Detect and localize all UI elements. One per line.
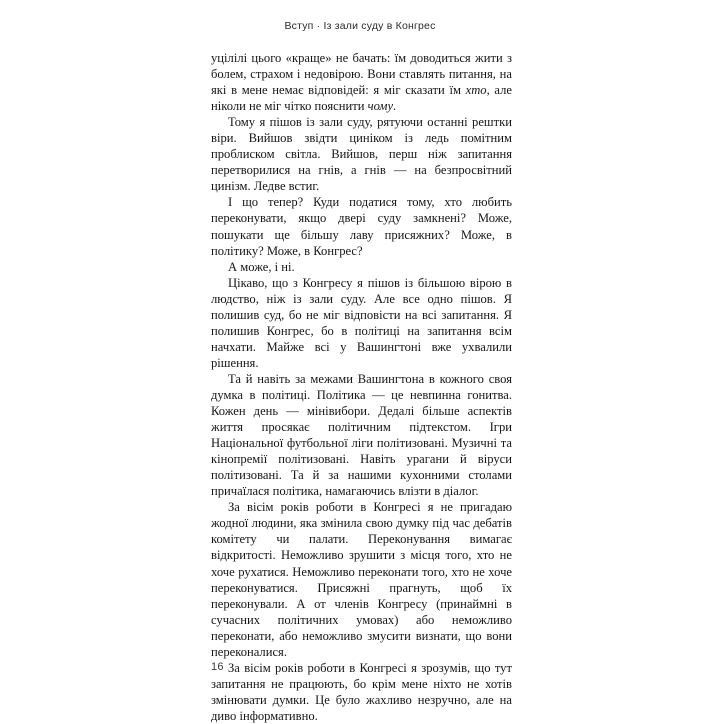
body-paragraph: [211, 371, 512, 499]
emphasis-text: чому: [367, 99, 394, 114]
body-paragraph: [211, 275, 512, 371]
paragraph-text: За вісім років роботи в Конгресі я зрозумів, що тут запитання не працюють, бо крім мене ніхто не хотів змінювати думки. Це було жахливо незручно, але на диво інформативно.: [211, 660, 512, 723]
body-paragraph: [211, 660, 512, 724]
body-paragraph: [211, 50, 512, 114]
body-paragraph: [211, 259, 512, 275]
running-head: Вступ · Із зали суду в Конгрес: [284, 20, 436, 32]
paragraph-text: уцілілі цього «краще» не бачать: їм доводиться жити з болем, страхом і недовірою. Вони ставлять питання, на які в мене немає відповідей: я міг сказати їм: [211, 51, 512, 98]
paragraph-text: За вісім років роботи в Конгресі я не пригадаю жодної людини, яка змінила свою думку під час дебатів комітету чи палати. Переконування вимагає відкритості. Неможливо зрушити з місця того, хто не хоче рухатися. Неможливо переконати того, хто не хоче переконуватися. Присяжні прагнуть, щоб їх переконували. А от членів Конгресу (принаймні в сучасних політичних умовах) або неможливо переконати, або неможливо змусити визнати, що вони переконалися.: [211, 500, 512, 659]
body-text-block: [211, 50, 512, 724]
emphasis-text: хто: [465, 83, 487, 98]
page-number: 16: [211, 661, 224, 673]
paragraph-text: Тому я пішов із зали суду, рятуючи останні рештки віри. Вийшов звідти циніком із ледь помітним проблиском світла. Вийшов, перш ніж запитання перетворилися на гнів, а гнів — на безпросвітний цинізм. Ледве встиг.: [211, 115, 512, 194]
body-paragraph: [211, 114, 512, 194]
body-paragraph: [211, 499, 512, 659]
paragraph-text: І що тепер? Куди податися тому, хто любить переконувати, якщо двері суду замкнені? Може, пошукати ще більшу лаву присяжних? Може, в політику? Може, в Конгрес?: [211, 195, 512, 258]
paragraph-text: Цікаво, що з Конгресу я пішов із більшою вірою в людство, ніж із зали суду. Але все одно пішов. Я полишив суд, бо не міг відповісти на всі запитання. Я полишив Конгрес, бо в політиці на запитання всім начхати. Майже всі у Вашингтоні вже ухвалили рішення.: [211, 275, 512, 370]
paragraph-text: А може, і ні.: [228, 259, 295, 274]
paragraph-text: .: [393, 99, 397, 114]
paragraph-text: , але ніколи не міг чітко пояснити: [211, 83, 513, 114]
body-paragraph: [211, 194, 512, 258]
paragraph-text: Та й навіть за межами Вашингтона в кожного своя думка в політиці. Політика — це невпинна гонитва. Кожен день — мінівибори. Дедалі більше аспектів життя просякає політичним підтекстом. Ігри Національної футбольної ліги політизовані. Музичні та кінопремії політизовані. Навіть урагани й віруси політизовані. Та й за нашими кухонними столами причаїлася політика, намагаючись влізти в діалог.: [211, 371, 512, 499]
